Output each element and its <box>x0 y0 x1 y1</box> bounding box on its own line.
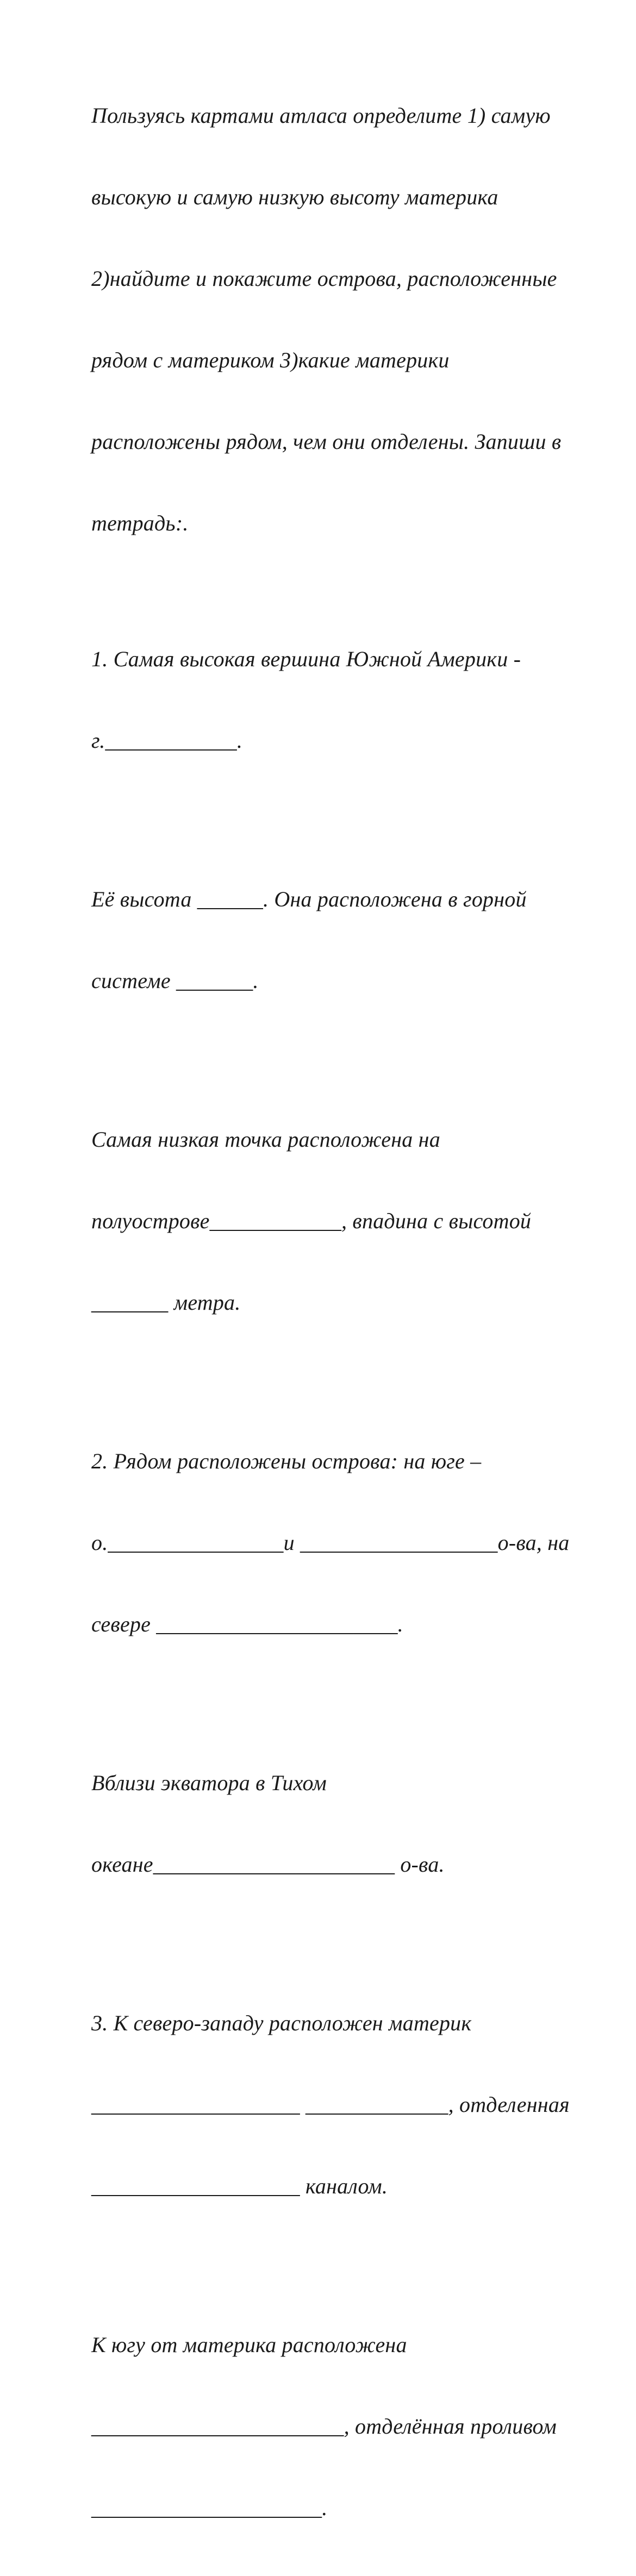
text-line: Её высота ______. Она расположена в горной <box>91 887 527 911</box>
text-line: высокую и самую низкую высоту материка <box>91 185 498 209</box>
text-line: Самая низкая точка расположена на <box>91 1127 440 1152</box>
question-3-paragraph <box>91 1955 602 2254</box>
text-line: 3. К северо-западу расположен материк <box>91 2011 472 2035</box>
text-line: 2)найдите и покажите острова, расположенные <box>91 266 557 291</box>
worksheet <box>91 48 602 2576</box>
text-line: ___________________ _____________, отделенная <box>91 2092 570 2117</box>
question-1-height-paragraph <box>91 831 602 1049</box>
instructions-paragraph <box>91 48 602 591</box>
question-1-lowest-paragraph <box>91 1072 602 1371</box>
text-line: 1. Самая высокая вершина Южной Америки - <box>91 647 521 671</box>
question-3-south-paragraph <box>91 2277 602 2576</box>
text-line: К югу от материка расположена <box>91 2333 407 2357</box>
question-2-equator-paragraph <box>91 1715 602 1933</box>
text-line: Пользуясь картами атласа определите 1) самую <box>91 103 551 128</box>
text-line: севере ______________________. <box>91 1612 403 1636</box>
text-line: рядом с материком 3)какие материки <box>91 348 450 372</box>
question-1-paragraph <box>91 591 602 809</box>
text-line: тетрадь:. <box>91 511 189 535</box>
question-2-paragraph <box>91 1393 602 1692</box>
text-line: _____________________. <box>91 2496 328 2520</box>
text-line: Вблизи экватора в Тихом <box>91 1771 327 1795</box>
text-line: г.____________. <box>91 728 243 753</box>
text-line: о.________________и __________________о-ва, на <box>91 1530 570 1555</box>
text-line: полуострове____________, впадина с высотой <box>91 1209 532 1233</box>
text-line: _______________________, отделённая проливом <box>91 2414 557 2439</box>
text-line: _______ метра. <box>91 1290 241 1315</box>
text-line: ___________________ каналом. <box>91 2174 388 2198</box>
text-line: системе _______. <box>91 968 259 993</box>
text-line: 2. Рядом расположены острова: на юге – <box>91 1449 482 1473</box>
text-line: расположены рядом, чем они отделены. Запиши в <box>91 429 562 454</box>
text-line: океане______________________ о-ва. <box>91 1852 445 1877</box>
